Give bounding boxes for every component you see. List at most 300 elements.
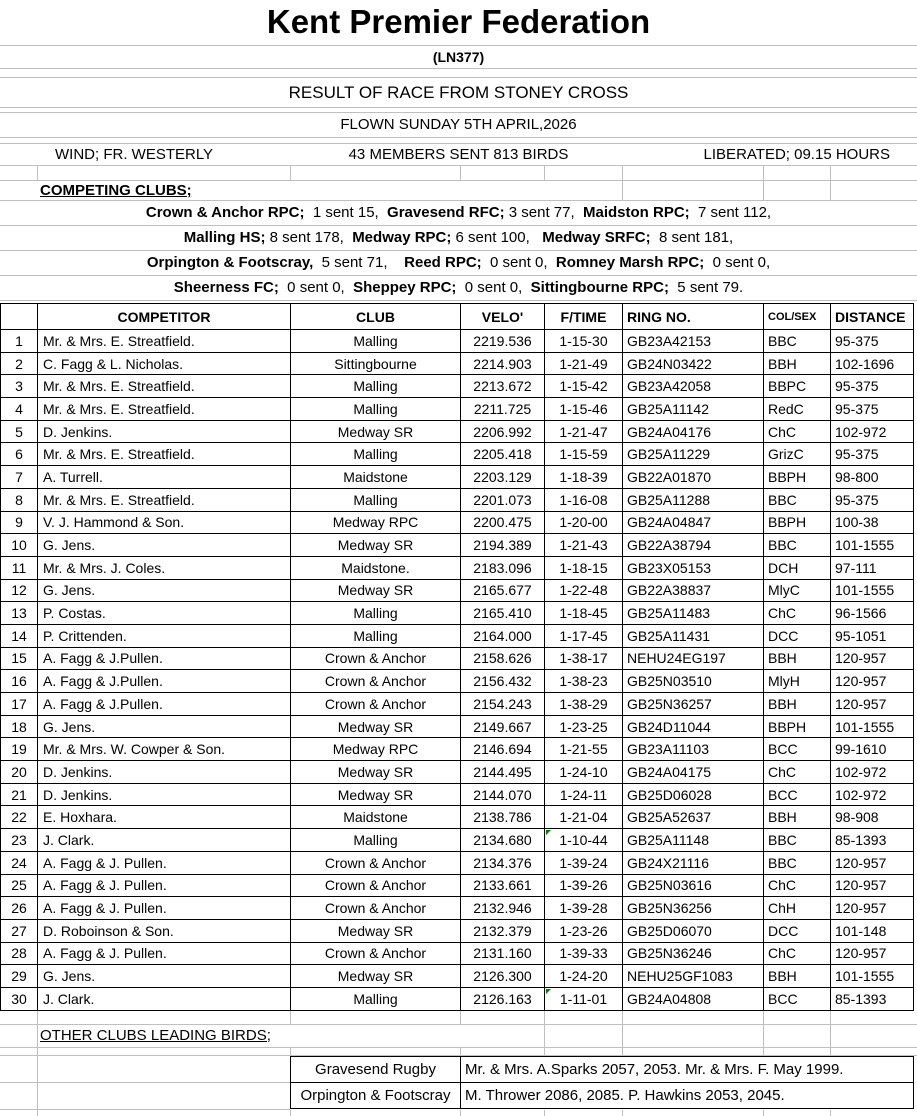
- col-header-competitor: COMPETITOR: [38, 304, 291, 330]
- cell-ring: GB24A04175: [623, 761, 764, 784]
- cell-ring: NEHU25GF1083: [623, 965, 764, 988]
- cell-pos: 8: [1, 488, 38, 511]
- cell-ftime: 1-24-11: [545, 783, 623, 806]
- result-row: [1, 829, 914, 852]
- cell-club: Medway SR: [291, 965, 461, 988]
- cell-ring: GB25N36246: [623, 942, 764, 965]
- cell-ftime: 1-18-15: [545, 556, 623, 579]
- cell-velo: 2200.475: [461, 511, 545, 534]
- cell-competitor: G. Jens.: [38, 965, 291, 988]
- cell-ring: GB25A11148: [623, 829, 764, 852]
- competing-clubs-heading: COMPETING CLUBS;: [40, 182, 192, 199]
- other-clubs-table-body: [291, 1056, 914, 1108]
- cell-club: Crown & Anchor: [291, 897, 461, 920]
- cell-colsex: GrizC: [764, 443, 831, 466]
- cell-pos: 21: [1, 783, 38, 806]
- cell-ring: GB24X21116: [623, 851, 764, 874]
- cell-distance: 96-1566: [831, 602, 914, 625]
- cell-colsex: ChC: [764, 874, 831, 897]
- cell-colsex: BBH: [764, 693, 831, 716]
- cell-club: Malling: [291, 829, 461, 852]
- cell-distance: 102-1696: [831, 352, 914, 375]
- result-row: [1, 715, 914, 738]
- cell-distance: 101-148: [831, 919, 914, 942]
- cell-distance: 95-375: [831, 375, 914, 398]
- cell-ring: NEHU24EG197: [623, 647, 764, 670]
- cell-club: Medway SR: [291, 919, 461, 942]
- cell-club: Malling: [291, 443, 461, 466]
- cell-ring: GB25N03616: [623, 874, 764, 897]
- cell-colsex: BBPH: [764, 466, 831, 489]
- cell-ftime: 1-38-29: [545, 693, 623, 716]
- cell-pos: 26: [1, 897, 38, 920]
- cell-colsex: BCC: [764, 738, 831, 761]
- cell-ring: GB25A11142: [623, 398, 764, 421]
- cell-pos: 25: [1, 874, 38, 897]
- cell-velo: 2214.903: [461, 352, 545, 375]
- spacer-row: [0, 1048, 917, 1056]
- cell-colsex: DCC: [764, 624, 831, 647]
- cell-ftime: 1-16-08: [545, 488, 623, 511]
- cell-velo: 2134.376: [461, 851, 545, 874]
- col-header-velo: VELO': [461, 304, 545, 330]
- cell-distance: 120-957: [831, 874, 914, 897]
- competing-clubs-row: [0, 181, 917, 201]
- cell-distance: 98-800: [831, 466, 914, 489]
- cell-pos: 24: [1, 851, 38, 874]
- cell-colsex: ChC: [764, 761, 831, 784]
- other-clubs-section: [0, 1056, 917, 1110]
- cell-distance: 120-957: [831, 851, 914, 874]
- cell-velo: 2131.160: [461, 942, 545, 965]
- cell-ftime: 1-39-26: [545, 874, 623, 897]
- cell-pos: 15: [1, 647, 38, 670]
- cell-competitor: Mr. & Mrs. E. Streatfield.: [38, 330, 291, 353]
- cell-competitor: A. Fagg & J. Pullen.: [38, 851, 291, 874]
- cell-colsex: BBC: [764, 534, 831, 557]
- cell-velo: 2165.677: [461, 579, 545, 602]
- result-row: [1, 919, 914, 942]
- results-table-body: [1, 330, 914, 1011]
- results-header-row: [1, 304, 914, 330]
- cell-ftime: 1-18-39: [545, 466, 623, 489]
- other-clubs-table: [290, 1056, 914, 1109]
- col-header-position: [1, 304, 38, 330]
- result-row: [1, 987, 914, 1010]
- cell-pos: 1: [1, 330, 38, 353]
- cell-distance: 95-375: [831, 330, 914, 353]
- cell-ring: GB23X05153: [623, 556, 764, 579]
- cell-club: Medway RPC: [291, 738, 461, 761]
- cell-pos: 14: [1, 624, 38, 647]
- cell-pos: 11: [1, 556, 38, 579]
- cell-pos: 6: [1, 443, 38, 466]
- cell-ftime: 1-15-42: [545, 375, 623, 398]
- cell-distance: 95-375: [831, 488, 914, 511]
- cell-colsex: RedC: [764, 398, 831, 421]
- cell-competitor: A. Fagg & J.Pullen.: [38, 693, 291, 716]
- page-title: Kent Premier Federation: [0, 0, 917, 46]
- cell-pos: 4: [1, 398, 38, 421]
- cell-ftime: 1-18-45: [545, 602, 623, 625]
- cell-ring: GB25N36257: [623, 693, 764, 716]
- cell-velo: 2132.379: [461, 919, 545, 942]
- cell-colsex: BBH: [764, 647, 831, 670]
- result-row: [1, 511, 914, 534]
- cell-club: Malling: [291, 398, 461, 421]
- cell-competitor: G. Jens.: [38, 715, 291, 738]
- cell-ring: GB23A11103: [623, 738, 764, 761]
- cell-velo: 2126.163: [461, 987, 545, 1010]
- cell-pos: 12: [1, 579, 38, 602]
- competing-clubs-line: Orpington & Footscray, 5 sent 71, Reed RPC; 0 sent 0, Romney Marsh RPC; 0 sent 0,: [0, 251, 917, 276]
- cell-ftime: 1-21-55: [545, 738, 623, 761]
- cell-colsex: ChH: [764, 897, 831, 920]
- cell-colsex: BBH: [764, 965, 831, 988]
- result-row: [1, 488, 914, 511]
- cell-competitor: D. Jenkins.: [38, 761, 291, 784]
- cell-colsex: BBC: [764, 488, 831, 511]
- cell-pos: 7: [1, 466, 38, 489]
- cell-competitor: D. Jenkins.: [38, 783, 291, 806]
- cell-velo: 2205.418: [461, 443, 545, 466]
- cell-pos: 13: [1, 602, 38, 625]
- other-clubs-row: [0, 1025, 917, 1048]
- cell-distance: 120-957: [831, 647, 914, 670]
- cell-colsex: ChC: [764, 602, 831, 625]
- cell-ring: GB23A42153: [623, 330, 764, 353]
- cell-competitor: J. Clark.: [38, 987, 291, 1010]
- other-club-name: Gravesend Rugby: [291, 1056, 461, 1082]
- result-row: [1, 942, 914, 965]
- result-row: [1, 806, 914, 829]
- result-row: [1, 647, 914, 670]
- cell-club: Malling: [291, 375, 461, 398]
- cell-distance: 95-375: [831, 398, 914, 421]
- other-club-row: [291, 1082, 914, 1108]
- cell-pos: 10: [1, 534, 38, 557]
- spacer-row: [0, 69, 917, 78]
- cell-velo: 2165.410: [461, 602, 545, 625]
- cell-ftime: 1-10-44: [545, 829, 623, 852]
- cell-ring: GB24A04847: [623, 511, 764, 534]
- cell-club: Sittingbourne: [291, 352, 461, 375]
- cell-ring: GB25A52637: [623, 806, 764, 829]
- cell-velo: 2206.992: [461, 420, 545, 443]
- cell-club: Medway SR: [291, 579, 461, 602]
- other-club-birds: Mr. & Mrs. A.Sparks 2057, 2053. Mr. & Mrs. F. May 1999.: [461, 1056, 914, 1082]
- result-row: [1, 375, 914, 398]
- cell-distance: 101-1555: [831, 965, 914, 988]
- col-header-ring-no: RING NO.: [623, 304, 764, 330]
- cell-velo: 2183.096: [461, 556, 545, 579]
- cell-velo: 2132.946: [461, 897, 545, 920]
- cell-competitor: A. Fagg & J. Pullen.: [38, 897, 291, 920]
- cell-pos: 19: [1, 738, 38, 761]
- cell-competitor: Mr. & Mrs. W. Cowper & Son.: [38, 738, 291, 761]
- cell-ring: GB25D06028: [623, 783, 764, 806]
- cell-club: Medway SR: [291, 715, 461, 738]
- cell-distance: 95-1051: [831, 624, 914, 647]
- cell-competitor: J. Clark.: [38, 829, 291, 852]
- cell-club: Malling: [291, 624, 461, 647]
- cell-distance: 98-908: [831, 806, 914, 829]
- cell-velo: 2134.680: [461, 829, 545, 852]
- cell-colsex: DCH: [764, 556, 831, 579]
- result-row: [1, 602, 914, 625]
- cell-ring: GB25A11229: [623, 443, 764, 466]
- cell-competitor: Mr. & Mrs. E. Streatfield.: [38, 443, 291, 466]
- cell-velo: 2203.129: [461, 466, 545, 489]
- cell-distance: 101-1555: [831, 579, 914, 602]
- col-header-distance: DISTANCE: [831, 304, 914, 330]
- result-row: [1, 851, 914, 874]
- cell-ring: GB24N03422: [623, 352, 764, 375]
- cell-velo: 2201.073: [461, 488, 545, 511]
- cell-ftime: 1-39-28: [545, 897, 623, 920]
- cell-pos: 23: [1, 829, 38, 852]
- cell-velo: 2213.672: [461, 375, 545, 398]
- cell-club: Crown & Anchor: [291, 874, 461, 897]
- result-row: [1, 874, 914, 897]
- cell-pos: 9: [1, 511, 38, 534]
- result-row: [1, 420, 914, 443]
- cell-competitor: G. Jens.: [38, 579, 291, 602]
- cell-velo: 2149.667: [461, 715, 545, 738]
- cell-distance: 120-957: [831, 897, 914, 920]
- cell-pos: 17: [1, 693, 38, 716]
- cell-colsex: ChC: [764, 942, 831, 965]
- cell-pos: 29: [1, 965, 38, 988]
- cell-velo: 2138.786: [461, 806, 545, 829]
- result-row: [1, 330, 914, 353]
- cell-distance: 85-1393: [831, 829, 914, 852]
- cell-pos: 5: [1, 420, 38, 443]
- cell-ftime: 1-24-20: [545, 965, 623, 988]
- cell-colsex: BBH: [764, 806, 831, 829]
- result-row: [1, 466, 914, 489]
- cell-distance: 120-957: [831, 670, 914, 693]
- cell-velo: 2154.243: [461, 693, 545, 716]
- cell-velo: 2144.495: [461, 761, 545, 784]
- cell-competitor: E. Hoxhara.: [38, 806, 291, 829]
- cell-velo: 2164.000: [461, 624, 545, 647]
- result-row: [1, 783, 914, 806]
- cell-ftime: 1-38-17: [545, 647, 623, 670]
- cell-ftime: 1-21-43: [545, 534, 623, 557]
- cell-ftime: 1-22-48: [545, 579, 623, 602]
- cell-ftime: 1-23-25: [545, 715, 623, 738]
- cell-ftime: 1-21-49: [545, 352, 623, 375]
- other-club-name: Orpington & Footscray: [291, 1082, 461, 1108]
- cell-ring: GB22A38794: [623, 534, 764, 557]
- cell-club: Malling: [291, 602, 461, 625]
- col-header-col-sex: COL/SEX: [764, 304, 831, 330]
- cell-ftime: 1-17-45: [545, 624, 623, 647]
- cell-ftime: 1-23-26: [545, 919, 623, 942]
- cell-velo: 2211.725: [461, 398, 545, 421]
- cell-colsex: MlyH: [764, 670, 831, 693]
- cell-pos: 30: [1, 987, 38, 1010]
- cell-club: Medway RPC: [291, 511, 461, 534]
- cell-colsex: BCC: [764, 987, 831, 1010]
- competing-clubs-line: Crown & Anchor RPC; 1 sent 15, Gravesend RFC; 3 sent 77, Maidston RPC; 7 sent 112,: [0, 201, 917, 226]
- cell-ring: GB22A01870: [623, 466, 764, 489]
- competing-clubs-line: Sheerness FC; 0 sent 0, Sheppey RPC; 0 sent 0, Sittingbourne RPC; 5 sent 79.: [0, 276, 917, 301]
- cell-ftime: 1-24-10: [545, 761, 623, 784]
- federation-code: (LN377): [0, 46, 917, 69]
- result-row: [1, 398, 914, 421]
- liberated-info: LIBERATED; 09.15 HOURS: [703, 146, 890, 163]
- cell-ring: GB25N36256: [623, 897, 764, 920]
- other-club-row: [291, 1056, 914, 1082]
- col-header-club: CLUB: [291, 304, 461, 330]
- cell-club: Crown & Anchor: [291, 851, 461, 874]
- cell-velo: 2146.694: [461, 738, 545, 761]
- cell-club: Medway SR: [291, 420, 461, 443]
- cell-pos: 28: [1, 942, 38, 965]
- cell-ftime: 1-38-23: [545, 670, 623, 693]
- cell-ring: GB25N03510: [623, 670, 764, 693]
- competing-clubs-lines: [0, 201, 917, 301]
- cell-competitor: D. Roboinson & Son.: [38, 919, 291, 942]
- cell-distance: 100-38: [831, 511, 914, 534]
- cell-distance: 97-111: [831, 556, 914, 579]
- cell-competitor: D. Jenkins.: [38, 420, 291, 443]
- cell-ring: GB24A04176: [623, 420, 764, 443]
- cell-velo: 2219.536: [461, 330, 545, 353]
- cell-pos: 22: [1, 806, 38, 829]
- cell-ftime: 1-15-59: [545, 443, 623, 466]
- cell-club: Crown & Anchor: [291, 670, 461, 693]
- result-row: [1, 693, 914, 716]
- result-row: [1, 965, 914, 988]
- cell-colsex: MlyC: [764, 579, 831, 602]
- empty-grid-area: [0, 1056, 290, 1110]
- wind-info: WIND; FR. WESTERLY: [55, 146, 214, 163]
- cell-club: Crown & Anchor: [291, 942, 461, 965]
- cell-ftime: 1-20-00: [545, 511, 623, 534]
- cell-distance: 120-957: [831, 693, 914, 716]
- cell-ftime: 1-39-24: [545, 851, 623, 874]
- cell-distance: 120-957: [831, 942, 914, 965]
- cell-ftime: 1-15-30: [545, 330, 623, 353]
- empty-grid-row: [0, 1011, 917, 1025]
- cell-colsex: BBC: [764, 829, 831, 852]
- cell-ring: GB24D11044: [623, 715, 764, 738]
- cell-competitor: Mr. & Mrs. J. Coles.: [38, 556, 291, 579]
- result-row: [1, 556, 914, 579]
- cell-pos: 18: [1, 715, 38, 738]
- cell-distance: 102-972: [831, 783, 914, 806]
- members-sent-info: 43 MEMBERS SENT 813 BIRDS: [348, 146, 569, 163]
- cell-club: Crown & Anchor: [291, 647, 461, 670]
- cell-distance: 102-972: [831, 420, 914, 443]
- cell-competitor: V. J. Hammond & Son.: [38, 511, 291, 534]
- cell-colsex: BBPH: [764, 715, 831, 738]
- cell-club: Medway SR: [291, 761, 461, 784]
- race-result-heading: RESULT OF RACE FROM STONEY CROSS: [0, 78, 917, 108]
- cell-club: Maidstone: [291, 806, 461, 829]
- cell-pos: 27: [1, 919, 38, 942]
- cell-pos: 3: [1, 375, 38, 398]
- cell-club: Medway SR: [291, 534, 461, 557]
- cell-ftime: 1-21-04: [545, 806, 623, 829]
- cell-competitor: Mr. & Mrs. E. Streatfield.: [38, 375, 291, 398]
- other-clubs-heading: OTHER CLUBS LEADING BIRDS;: [40, 1026, 271, 1044]
- result-row: [1, 761, 914, 784]
- cell-colsex: ChC: [764, 420, 831, 443]
- race-conditions-row: [0, 144, 917, 166]
- result-row: [1, 738, 914, 761]
- cell-competitor: A. Fagg & J. Pullen.: [38, 874, 291, 897]
- cell-distance: 101-1555: [831, 534, 914, 557]
- cell-pos: 20: [1, 761, 38, 784]
- cell-ring: GB24A04808: [623, 987, 764, 1010]
- cell-competitor: A. Fagg & J.Pullen.: [38, 670, 291, 693]
- cell-ftime: 1-11-01: [545, 987, 623, 1010]
- cell-pos: 2: [1, 352, 38, 375]
- cell-club: Maidstone.: [291, 556, 461, 579]
- result-row: [1, 443, 914, 466]
- cell-velo: 2126.300: [461, 965, 545, 988]
- col-header-ftime: F/TIME: [545, 304, 623, 330]
- cell-competitor: P. Crittenden.: [38, 624, 291, 647]
- result-row: [1, 534, 914, 557]
- cell-velo: 2158.626: [461, 647, 545, 670]
- cell-ring: GB23A42058: [623, 375, 764, 398]
- cell-ftime: 1-15-46: [545, 398, 623, 421]
- cell-colsex: BBPC: [764, 375, 831, 398]
- cell-competitor: G. Jens.: [38, 534, 291, 557]
- cell-pos: 16: [1, 670, 38, 693]
- cell-competitor: A. Turrell.: [38, 466, 291, 489]
- empty-grid-row: [0, 1110, 917, 1116]
- cell-competitor: Mr. & Mrs. E. Streatfield.: [38, 488, 291, 511]
- result-row: [1, 579, 914, 602]
- cell-colsex: BBC: [764, 330, 831, 353]
- cell-velo: 2156.432: [461, 670, 545, 693]
- cell-club: Crown & Anchor: [291, 693, 461, 716]
- cell-velo: 2194.389: [461, 534, 545, 557]
- cell-velo: 2144.070: [461, 783, 545, 806]
- cell-club: Malling: [291, 330, 461, 353]
- cell-ftime: 1-21-47: [545, 420, 623, 443]
- result-row: [1, 624, 914, 647]
- cell-distance: 101-1555: [831, 715, 914, 738]
- cell-velo: 2133.661: [461, 874, 545, 897]
- cell-competitor: C. Fagg & L. Nicholas.: [38, 352, 291, 375]
- cell-competitor: A. Fagg & J. Pullen.: [38, 942, 291, 965]
- cell-ring: GB25A11483: [623, 602, 764, 625]
- cell-distance: 102-972: [831, 761, 914, 784]
- cell-distance: 99-1610: [831, 738, 914, 761]
- cell-ftime: 1-39-33: [545, 942, 623, 965]
- cell-colsex: BBC: [764, 851, 831, 874]
- cell-club: Maidstone: [291, 466, 461, 489]
- cell-distance: 85-1393: [831, 987, 914, 1010]
- competing-clubs-line: Malling HS; 8 sent 178, Medway RPC; 6 sent 100, Medway SRFC; 8 sent 181,: [0, 226, 917, 251]
- cell-competitor: A. Fagg & J.Pullen.: [38, 647, 291, 670]
- other-club-birds: M. Thrower 2086, 2085. P. Hawkins 2053, 2045.: [461, 1082, 914, 1108]
- cell-competitor: Mr. & Mrs. E. Streatfield.: [38, 398, 291, 421]
- cell-ring: GB22A38837: [623, 579, 764, 602]
- results-table: [0, 303, 914, 1011]
- flown-date-line: FLOWN SUNDAY 5TH APRIL,2026: [0, 113, 917, 138]
- cell-colsex: BBH: [764, 352, 831, 375]
- cell-colsex: BCC: [764, 783, 831, 806]
- cell-colsex: DCC: [764, 919, 831, 942]
